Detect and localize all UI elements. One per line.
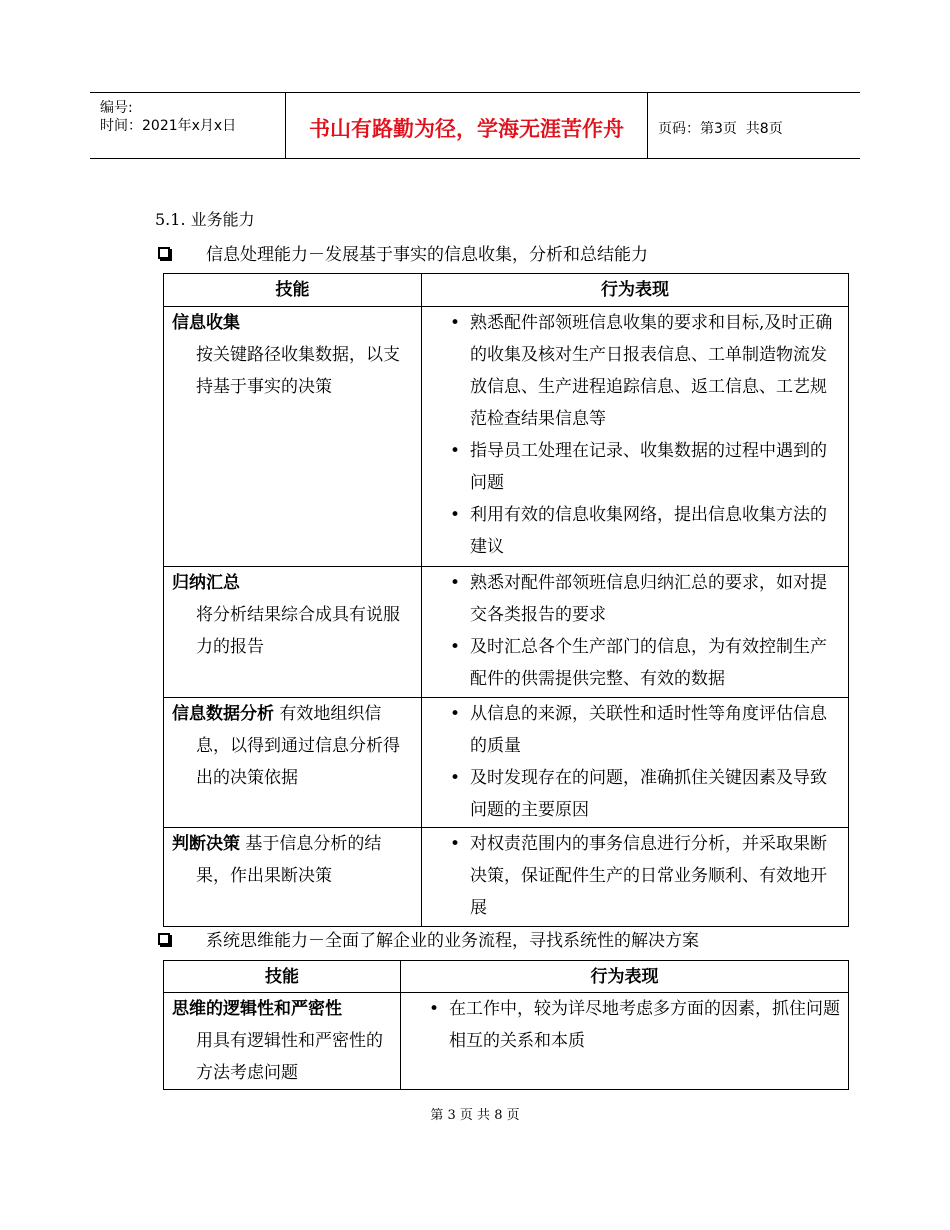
col-header-behavior: 行为表现 <box>401 961 849 993</box>
table-header-row <box>164 274 849 307</box>
table-row <box>164 567 849 698</box>
skill-description: 有效地组织信息，以得到通过信息分析得出的决策依据 <box>196 704 400 788</box>
checkbox-bullet-icon <box>158 247 170 259</box>
behavior-list <box>422 828 840 924</box>
page-label: 页码：第3页 共8页 <box>658 120 783 137</box>
skill-name: 思维的逻辑性和严密性 <box>172 999 342 1019</box>
skill-name: 判断决策 <box>172 834 240 854</box>
behavior-item: • 对权责范围内的事务信息进行分析，并采取果断决策，保证配件生产的日常业务顺利、有效地开展 <box>422 828 840 924</box>
behavior-cell <box>422 698 849 828</box>
number-label: 编号: <box>100 100 133 116</box>
behavior-cell <box>422 828 849 927</box>
header-page <box>648 93 860 158</box>
section-title: 5.1. 业务能力 <box>155 210 255 229</box>
skill-cell <box>164 698 422 828</box>
behavior-item: • 及时汇总各个生产部门的信息，为有效控制生产配件的供需提供完整、有效的数据 <box>422 631 840 695</box>
skill-inline <box>172 698 415 794</box>
skill-inline <box>172 828 415 892</box>
header-meta <box>90 93 286 158</box>
skill-cell <box>164 567 422 698</box>
subsection-heading-text: 信息处理能力－发展基于事实的信息收集，分析和总结能力 <box>206 245 648 265</box>
behavior-item: • 利用有效的信息收集网络，提出信息收集方法的建议 <box>422 499 840 563</box>
behavior-item: • 从信息的来源，关联性和适时性等角度评估信息的质量 <box>422 698 840 762</box>
subsection-heading-text: 系统思维能力－全面了解企业的业务流程，寻找系统性的解决方案 <box>206 931 699 951</box>
header-motto: 书山有路勤为径，学海无涯苦作舟 <box>286 93 648 158</box>
skills-table-1 <box>163 273 849 927</box>
skill-description: 将分析结果综合成具有说服力的报告 <box>196 605 400 657</box>
skill-cell <box>164 828 422 927</box>
skill-name: 归纳汇总 <box>172 573 240 593</box>
table-row <box>164 307 849 567</box>
skill-cell <box>164 993 401 1090</box>
behavior-list <box>422 567 840 695</box>
col-header-skill: 技能 <box>164 961 401 993</box>
behavior-list <box>422 307 840 563</box>
behavior-cell <box>401 993 849 1090</box>
behavior-item: • 及时发现存在的问题，准确抓住关键因素及导致问题的主要原因 <box>422 762 840 826</box>
skills-table-2 <box>163 960 849 1090</box>
skill-description: 基于信息分析的结果，作出果断决策 <box>196 834 382 886</box>
checkbox-bullet-icon <box>158 933 170 945</box>
behavior-item: • 熟悉对配件部领班信息归纳汇总的要求，如对提交各类报告的要求 <box>422 567 840 631</box>
behavior-cell <box>422 567 849 698</box>
col-header-skill: 技能 <box>164 274 422 307</box>
behavior-cell <box>422 307 849 567</box>
behavior-item: • 熟悉配件部领班信息收集的要求和目标,及时正确的收集及核对生产日报表信息、工单制造物流发放信息、生产进程追踪信息、返工信息、工艺规范检查结果信息等 <box>422 307 840 435</box>
subsection-heading-2 <box>158 926 699 951</box>
skill-description: 按关键路径收集数据，以支持基于事实的决策 <box>196 345 400 397</box>
table-row <box>164 698 849 828</box>
skill-name: 信息收集 <box>172 313 240 333</box>
time-label: 时间：2021年x月x日 <box>100 118 237 134</box>
table-row <box>164 828 849 927</box>
skill-cell <box>164 307 422 567</box>
behavior-item: • 在工作中，较为详尽地考虑多方面的因素，抓住问题相互的关系和本质 <box>401 993 840 1057</box>
behavior-list <box>401 993 840 1057</box>
behavior-item: • 指导员工处理在记录、收集数据的过程中遇到的问题 <box>422 435 840 499</box>
page-footer: 第 3 页 共 8 页 <box>430 1108 520 1123</box>
skill-name: 信息数据分析 <box>172 704 274 724</box>
behavior-list <box>422 698 840 826</box>
col-header-behavior: 行为表现 <box>422 274 849 307</box>
page-header <box>90 92 860 159</box>
table-row <box>164 993 849 1090</box>
table-header-row <box>164 961 849 993</box>
skill-description: 用具有逻辑性和严密性的方法考虑问题 <box>196 1031 383 1083</box>
subsection-heading-1 <box>158 240 648 265</box>
